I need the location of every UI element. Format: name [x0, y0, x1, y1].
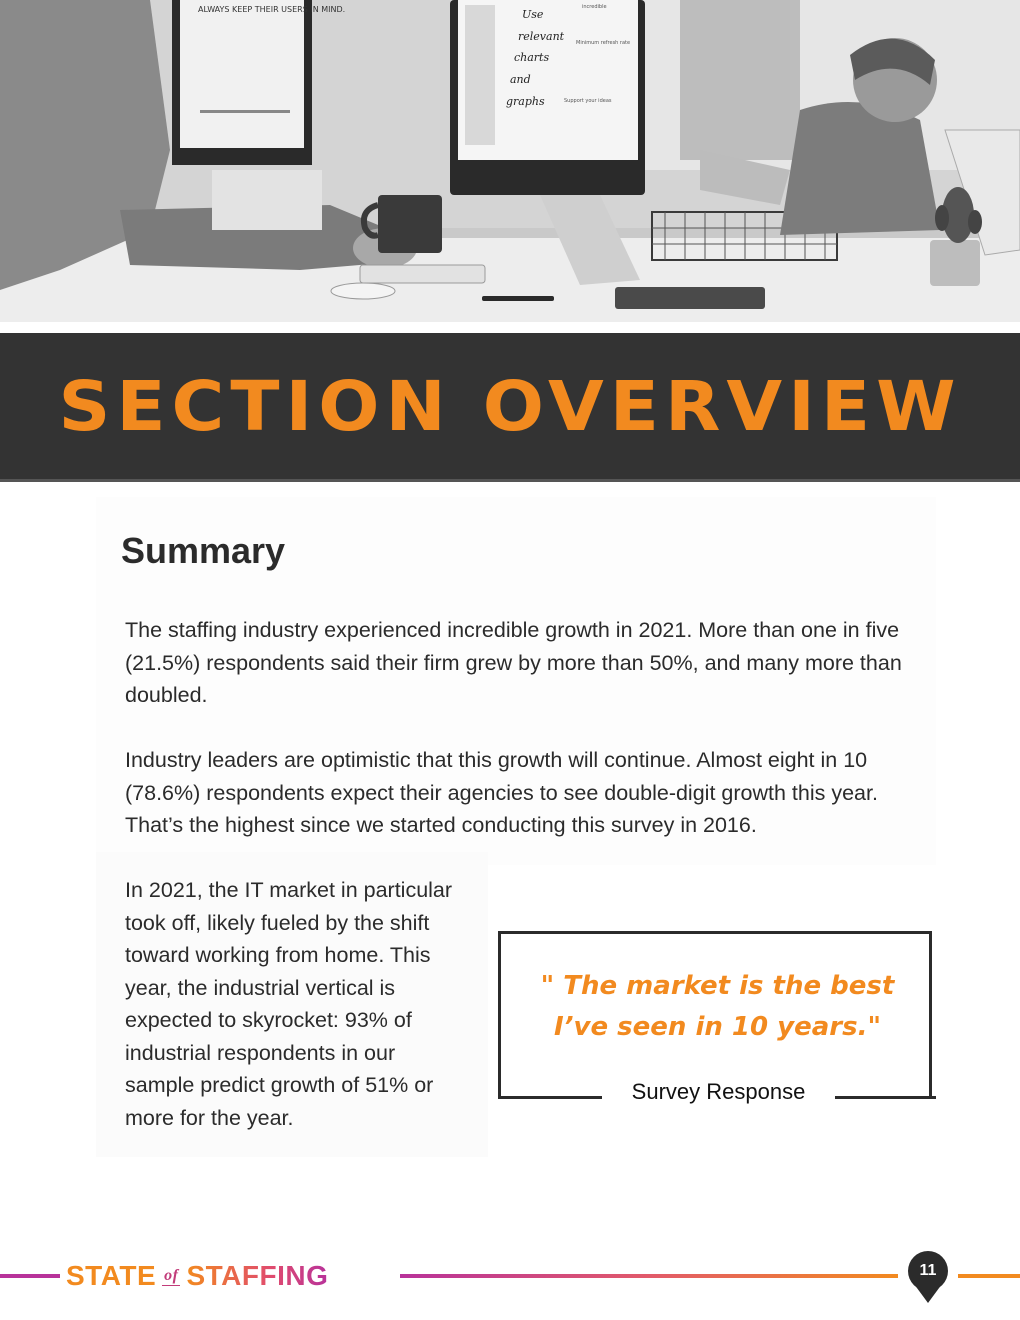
brand-logo-of: of — [164, 1266, 179, 1284]
screen-line-2: relevant — [518, 30, 565, 43]
screen-note-3: Support your ideas — [564, 98, 612, 104]
footer-rule — [400, 1274, 898, 1278]
summary-heading: Summary — [121, 530, 286, 571]
screen-note-2: Minimum refresh rate — [576, 40, 631, 46]
screen-line-4: and — [510, 73, 531, 86]
section-title: SECTION OVERVIEW — [58, 366, 962, 446]
hero-divider — [0, 322, 1020, 333]
quote-attribution: Survey Response — [602, 1079, 835, 1105]
screen-line-5: graphs — [506, 95, 545, 108]
hero-photo — [0, 0, 1020, 322]
section-banner — [0, 333, 1020, 482]
summary-paragraph-3: In 2021, the IT market in particular took off, likely fueled by the shift toward working from home. This year, the industrial vertical is expected to skyrocket: 93% of industrial respondents in our sample predict growth of 51% or more for the year. — [125, 878, 453, 1130]
screen-line-1: Use — [522, 8, 544, 21]
brand-logo — [66, 1258, 328, 1294]
quote-box-border — [835, 1096, 936, 1099]
quote-text: " The market is the best I’ve seen in 10 years." — [540, 971, 895, 1042]
screen-note-1: incredible — [582, 4, 607, 10]
quote-box-border — [498, 1096, 602, 1099]
screen-left-caption: ALWAYS KEEP THEIR USERS IN MIND. — [198, 5, 346, 14]
footer-rule — [0, 1274, 60, 1278]
summary-paragraph-1: The staffing industry experienced incredible growth in 2021. More than one in five (21.5%) respondents said their firm grew by more than 50%, and many more than doubled. — [125, 618, 902, 707]
summary-paragraph-2: Industry leaders are optimistic that this growth will continue. Almost eight in 10 (78.6%) respondents expect their agencies to see double-digit growth this year. That’s the highest since we started conducting this survey in 2016. — [125, 748, 878, 837]
brand-logo-staffing: STAFFING — [186, 1260, 329, 1291]
screen-line-3: charts — [514, 51, 550, 64]
page-number: 11 — [919, 1262, 937, 1279]
office-scene-illustration — [0, 0, 1020, 322]
footer-rule — [958, 1274, 1020, 1278]
brand-logo-state: STATE — [66, 1260, 157, 1291]
